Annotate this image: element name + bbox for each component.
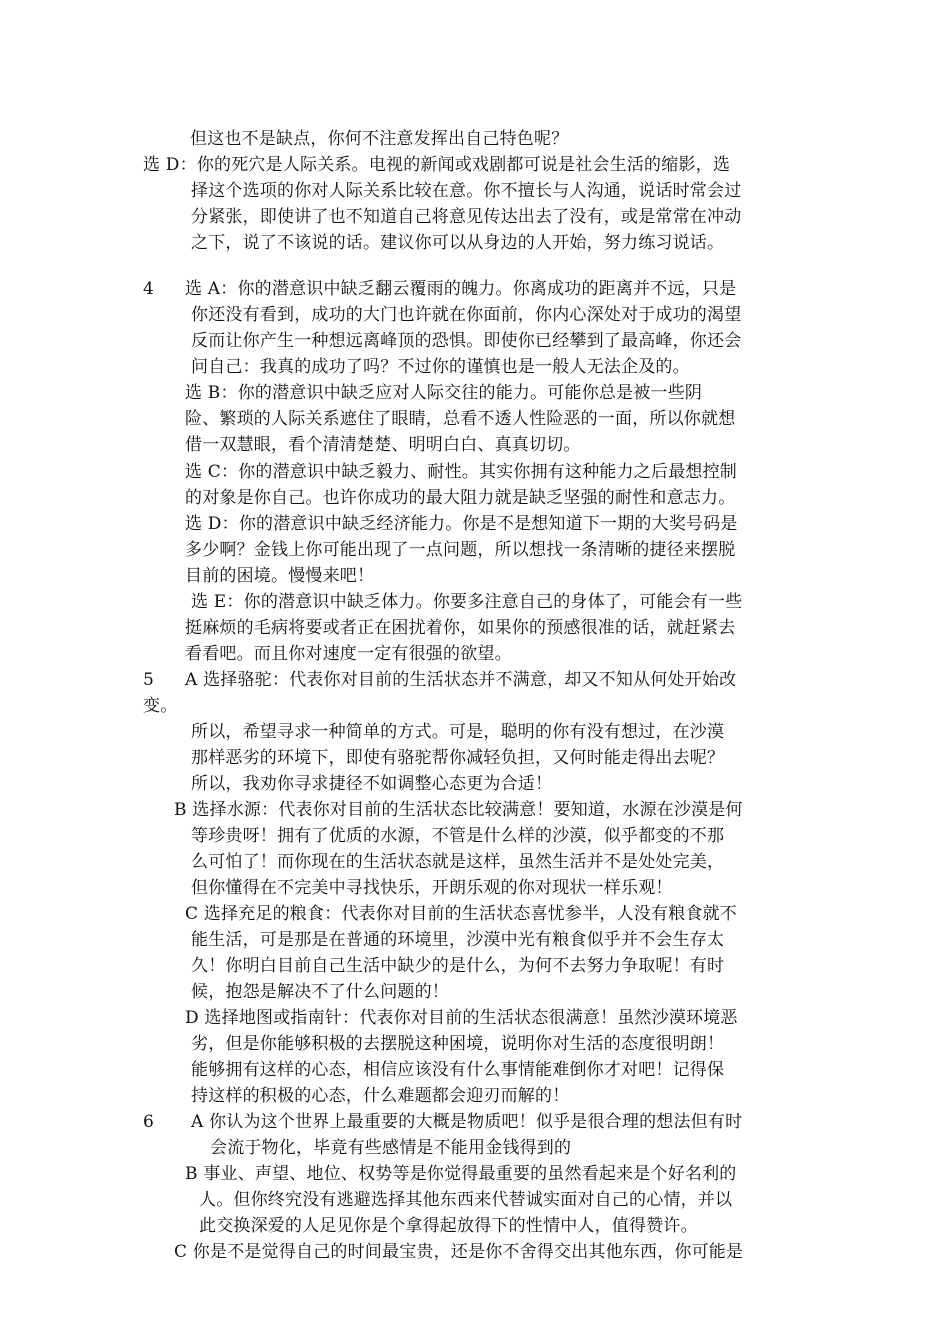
text-line: 会流于物化，毕竟有些感情是不能用金钱得到的 [210,1138,572,1158]
text-line: B 选择水源：代表你对目前的生活状态比较满意！要知道，水源在沙漠是何 [174,800,743,820]
text-line: C 选择充足的粮食：代表你对目前的生活状态喜忧参半，人没有粮食就不 [185,904,738,924]
text-line: 险、繁琐的人际关系遮住了眼睛，总看不透人性险恶的一面，所以你就想 [185,409,736,429]
text-line: 目前的困境。慢慢来吧！ [185,566,375,586]
text-line: 挺麻烦的毛病将要或者正在困扰着你，如果你的预感很准的话，就赶紧去 [185,618,736,638]
text-line: 但这也不是缺点，你何不注意发挥出自己特色呢？ [190,129,569,149]
text-line: B 事业、声望、地位、权势等是你觉得最重要的虽然看起来是个好名利的 [185,1164,737,1184]
text-line: 此交换深爱的人足见你是个拿得起放得下的性情中人，值得赞许。 [199,1216,698,1236]
text-line: 的对象是你自己。也许你成功的最大阻力就是缺乏坚强的耐性和意志力。 [185,488,736,508]
text-line: D 选择地图或指南针：代表你对目前的生活状态很满意！虽然沙漠环境恶 [185,1008,738,1028]
text-line: 但你懂得在不完美中寻找快乐，开朗乐观的你对现状一样乐观！ [191,878,673,898]
section-number: 6 [143,1112,155,1132]
text-line: 选 A：你的潜意识中缺乏翻云覆雨的魄力。你离成功的距离并不远，只是 [185,279,737,299]
text-line: 分紧张，即使讲了也不知道自己将意见传达出去了没有，或是常常在冲动 [191,207,742,227]
text-line: 选 D：你的死穴是人际关系。电视的新闻或戏剧都可说是社会生活的缩影，选 [143,155,731,175]
text-line: 反而让你产生一种想远离峰顶的恐惧。即使你已经攀到了最高峰，你还会 [191,331,742,351]
text-line: 么可怕了！而你现在的生活状态就是这样，虽然生活并不是处处完美， [191,852,725,872]
text-line: 持这样的积极的心态，什么难题都会迎刃而解的！ [191,1086,570,1106]
text-line: 等珍贵呀！拥有了优质的水源，不管是什么样的沙漠，似乎都变的不那 [191,826,725,846]
text-line: 选 B：你的潜意识中缺乏应对人际交往的能力。可能你总是被一些阴 [185,383,703,403]
text-line: 那样恶劣的环境下，即使有骆驼帮你减轻负担，又何时能走得出去呢？ [191,748,725,768]
text-line: 劣，但是你能够积极的去摆脱这种困境，说明你对生活的态度很明朗！ [191,1034,725,1054]
text-line: 选 E：你的潜意识中缺乏体力。你要多注意自己的身体了，可能会有一些 [191,592,743,612]
text-line: 能够拥有这样的心态，相信应该没有什么事情能难倒你才对吧！记得保 [191,1060,725,1080]
text-line: 候，抱怨是解决不了什么问题的！ [191,982,449,1002]
section-number: 5 [143,670,155,690]
text-line: 择这个选项的你对人际关系比较在意。你不擅长与人沟通，说话时常会过 [191,181,742,201]
text-line: C 你是不是觉得自己的时间最宝贵，还是你不舍得交出其他东西，你可能是 [174,1242,744,1262]
text-line: 能生活，可是那是在普通的环境里，沙漠中光有粮食似乎并不会生存太 [191,930,725,950]
text-line: 所以，我劝你寻求捷径不如调整心态更为合适！ [191,774,553,794]
text-line: A 选择骆驼：代表你对目前的生活状态并不满意，却又不知从何处开始改 [185,670,737,690]
section-number: 4 [143,279,155,299]
text-line: 看看吧。而且你对速度一定有很强的欲望。 [185,644,512,664]
text-line: A 你认为这个世界上最重要的大概是物质吧！似乎是很合理的想法但有时 [191,1112,743,1132]
text-line: 所以，希望寻求一种简单的方式。可是，聪明的你有没有想过，在沙漠 [191,722,725,742]
text-line: 多少啊？金钱上你可能出现了一点问题，所以想找一条清晰的捷径来摆脱 [185,540,736,560]
text-line: 你还没有看到，成功的大门也许就在你面前，你内心深处对于成功的渴望 [191,305,742,325]
text-line: 借一双慧眼，看个清清楚楚、明明白白、真真切切。 [185,435,581,455]
text-line: 选 D：你的潜意识中缺乏经济能力。你是不是想知道下一期的大奖号码是 [185,514,738,534]
text-line: 久！你明白目前自己生活中缺少的是什么，为何不去努力争取呢！有时 [191,956,725,976]
text-line: 选 C：你的潜意识中缺乏毅力、耐性。其实你拥有这种能力之后最想控制 [185,462,738,482]
text-line: 变。 [143,696,178,716]
text-line: 人。但你终究没有逃避选择其他东西来代替诚实面对自己的心情，并以 [199,1190,733,1210]
text-line: 问自己：我真的成功了吗？不过你的谨慎也是一般人无法企及的。 [191,357,690,377]
text-line: 之下，说了不该说的话。建议你可以从身边的人开始，努力练习说话。 [191,233,725,253]
